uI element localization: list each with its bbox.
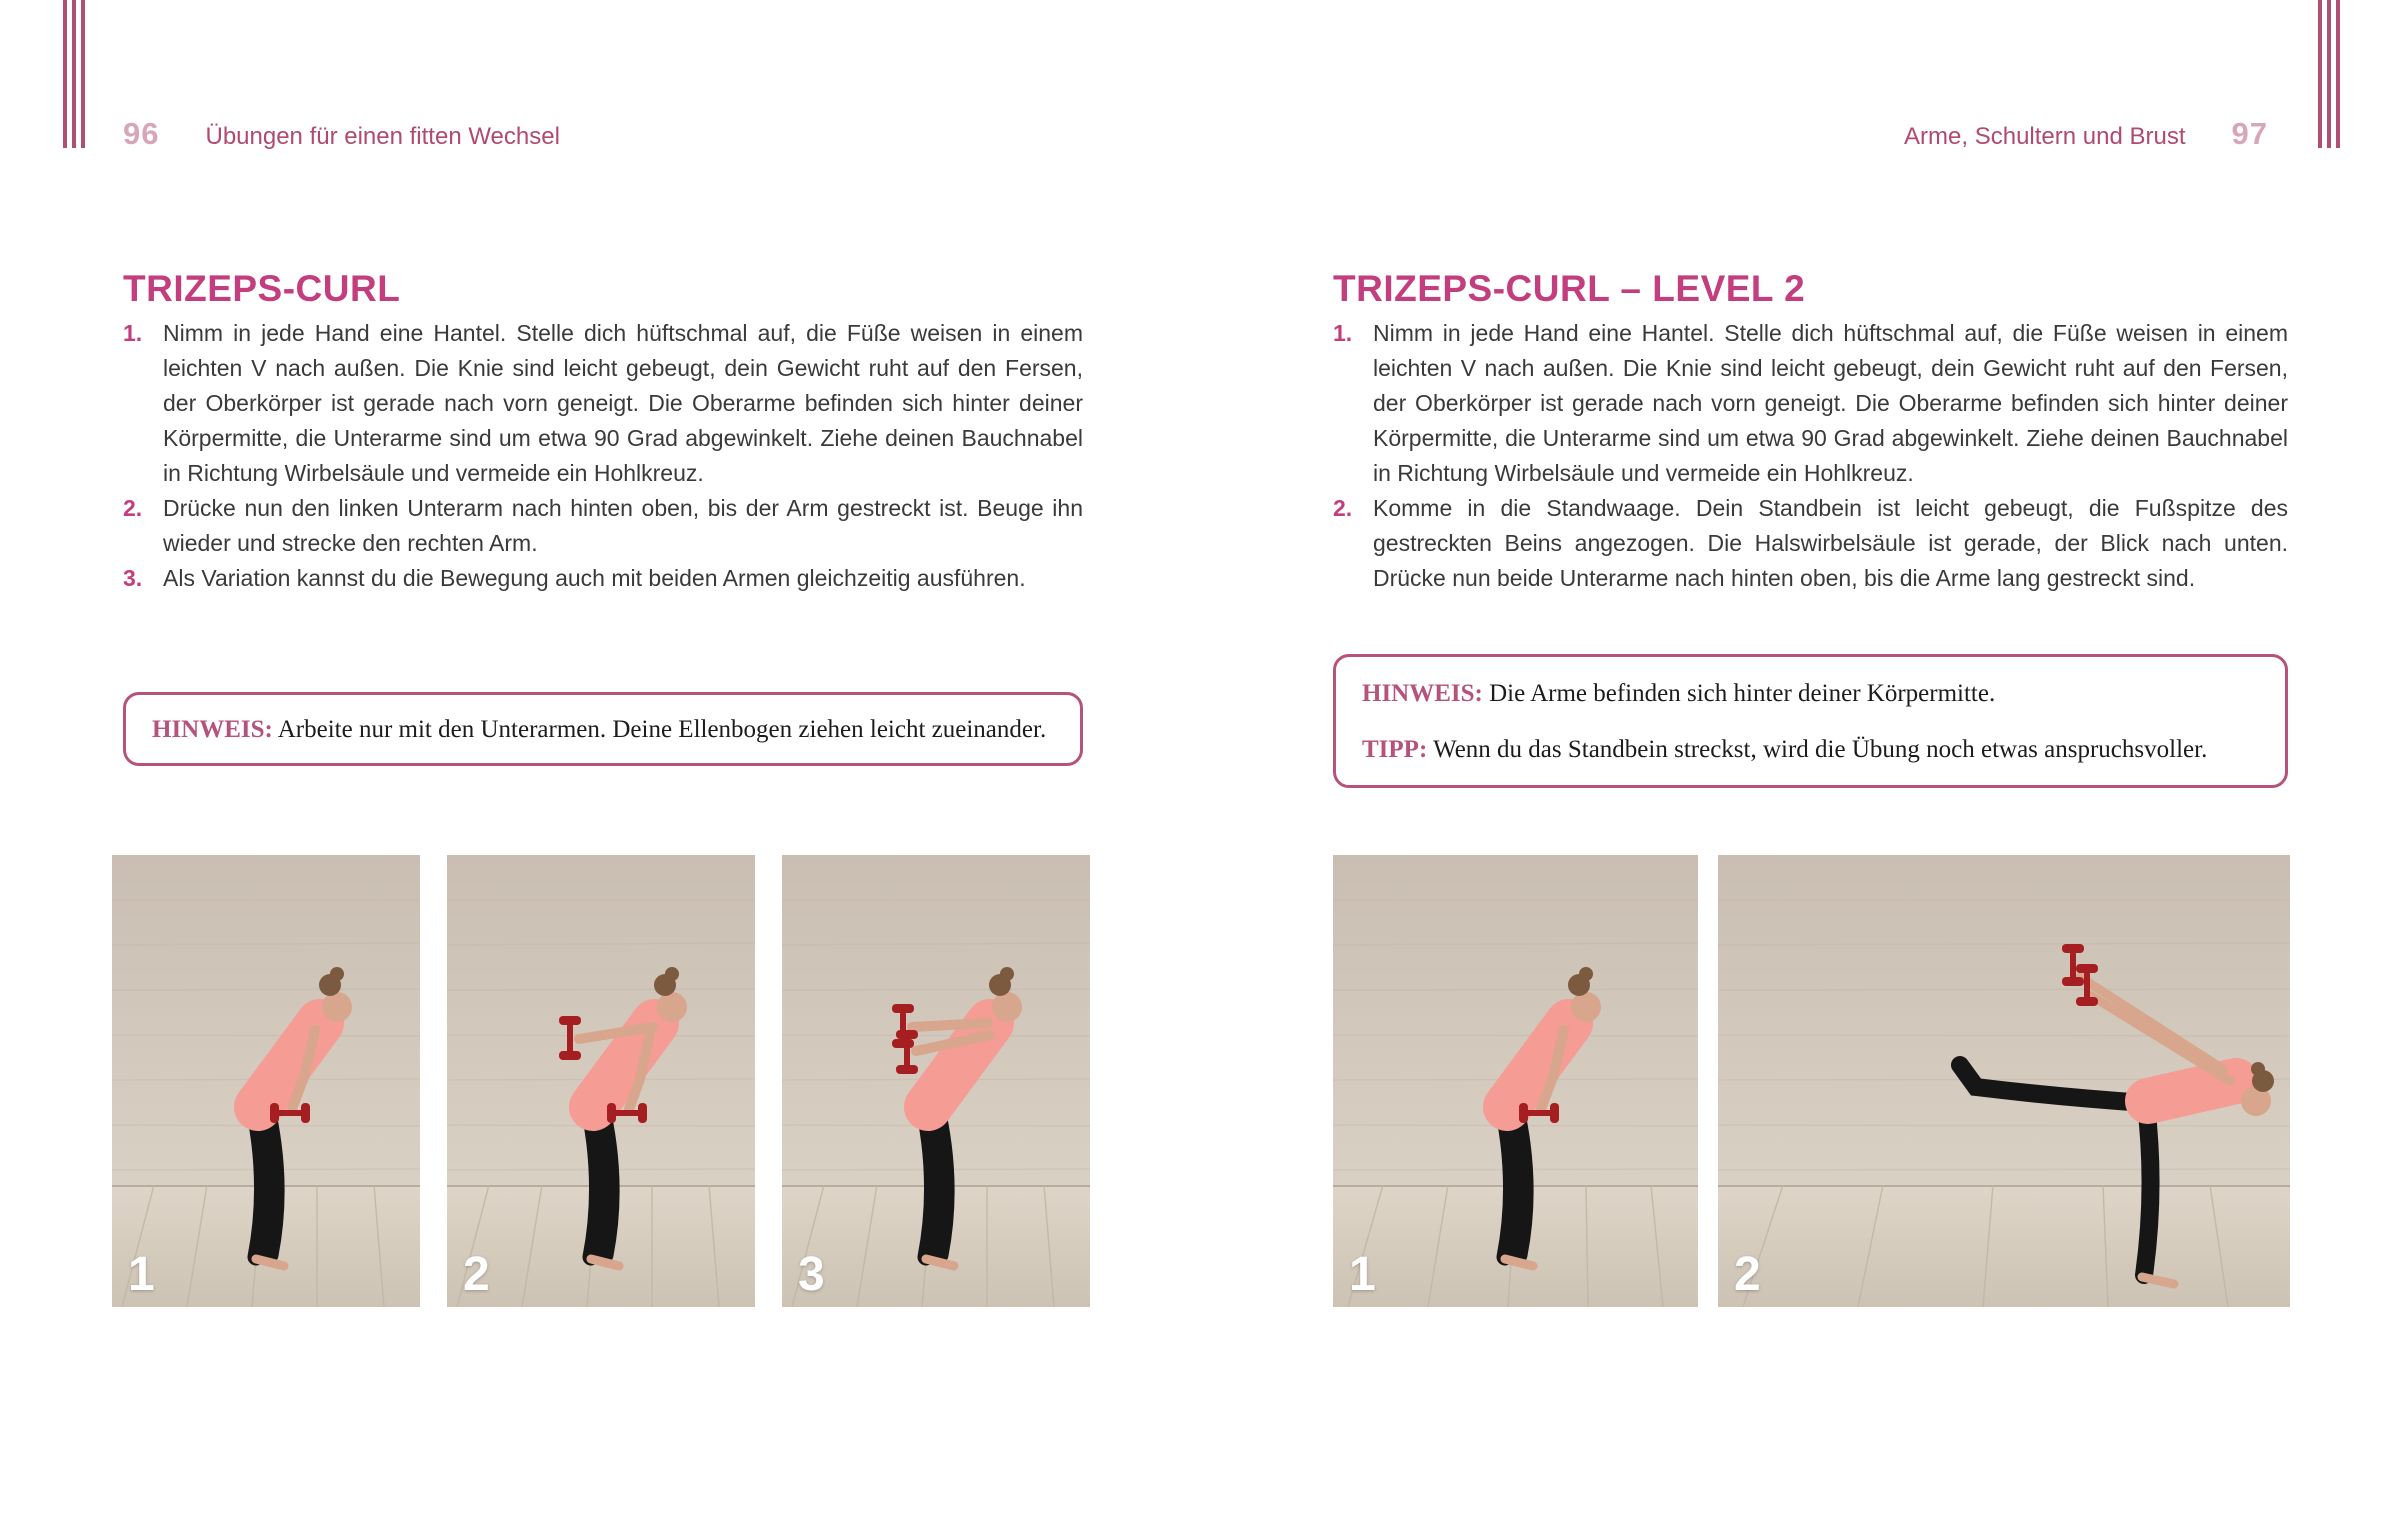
tip-paragraph: [1362, 733, 2259, 767]
page-header-right: [1904, 116, 2268, 152]
step-text: Drücke nun den linken Unterarm nach hinten oben, bis der Arm gestreckt ist. Beuge ihn wieder und strecke den rechten Arm.: [163, 495, 1083, 556]
step-item: [1333, 316, 2288, 491]
exercise-photo-left-1: [112, 855, 420, 1307]
chapter-title-left: Übungen für einen fitten Wechsel: [205, 123, 560, 150]
hint-box-right: [1333, 654, 2288, 788]
step-number: 2.: [1333, 495, 1353, 521]
photo-number: 1: [128, 1248, 155, 1301]
step-item: [1333, 491, 2288, 596]
deco-stripe: [81, 0, 85, 148]
step-number: 3.: [123, 565, 143, 591]
exercise-steps-left: [123, 316, 1083, 596]
hint-text: Die Arme befinden sich hinter deiner Körpermitte.: [1489, 680, 1996, 707]
step-item: [123, 491, 1083, 561]
exercise-photo-right-1: [1333, 855, 1698, 1307]
step-number: 1.: [1333, 320, 1353, 346]
hint-paragraph: [152, 713, 1054, 747]
deco-stripe: [2318, 0, 2322, 148]
deco-stripe: [2336, 0, 2340, 148]
photo-number: 2: [1734, 1248, 1761, 1301]
exercise-photo-left-3: [782, 855, 1090, 1307]
figure-pose-standing-balance: [1718, 855, 2290, 1307]
step-text: Nimm in jede Hand eine Hantel. Stelle dich hüftschmal auf, die Füße weisen in einem leichten V nach außen. Die Knie sind leicht gebeugt, dein Gewicht ruht auf den Fersen, der Oberkörper ist gerade nach vorn geneigt. Die Oberarme befinden sich hinter deiner Körpermitte, die Unterarme sind um etwa 90 Grad abgewinkelt. Ziehe deinen Bauchnabel in Richtung Wirbelsäule und vermeide ein Hohlkreuz.: [1373, 320, 2288, 486]
exercise-steps-right: [1333, 316, 2288, 596]
chapter-title-right: Arme, Schultern und Brust: [1904, 123, 2186, 150]
step-number: 1.: [123, 320, 143, 346]
photo-row-left: [112, 855, 1090, 1307]
photo-row-right: [1333, 855, 2290, 1307]
exercise-title-left: TRIZEPS-CURL: [123, 267, 401, 309]
hint-label: HINWEIS:: [152, 716, 273, 743]
tip-text: Wenn du das Standbein streckst, wird die Übung noch etwas anspruchsvoller.: [1433, 736, 2208, 763]
step-item: [123, 316, 1083, 491]
exercise-title-right: TRIZEPS-CURL – LEVEL 2: [1333, 267, 1806, 309]
hint-paragraph: [1362, 677, 2259, 711]
step-text: Als Variation kannst du die Bewegung auch mit beiden Armen gleichzeitig ausführen.: [163, 565, 1026, 591]
hint-box-left: [123, 692, 1083, 766]
deco-stripe: [72, 0, 76, 148]
photo-number: 2: [463, 1248, 490, 1301]
hint-label: HINWEIS:: [1362, 680, 1483, 707]
figure-pose-both-arms: [782, 855, 1090, 1307]
hint-text: Arbeite nur mit den Unterarmen. Deine Ellenbogen ziehen leicht zueinander.: [277, 716, 1047, 743]
step-text: Komme in die Standwaage. Dein Standbein ist leicht gebeugt, die Fußspitze des gestreckten Beins angezogen. Die Halswirbelsäule ist gerade, der Blick nach unten. Drücke nun beide Unterarme nach hinten oben, bis die Arme lang gestreckt sind.: [1373, 495, 2288, 591]
page-number-right: 97: [2231, 116, 2268, 151]
figure-pose-start: [1333, 855, 1698, 1307]
figure-pose-one-arm: [447, 855, 755, 1307]
step-number: 2.: [123, 495, 143, 521]
step-item: [123, 561, 1083, 596]
deco-stripe: [2327, 0, 2331, 148]
exercise-photo-right-2: [1718, 855, 2290, 1307]
exercise-photo-left-2: [447, 855, 755, 1307]
deco-stripe: [63, 0, 67, 148]
photo-number: 3: [798, 1248, 825, 1301]
figure-pose-start: [112, 855, 420, 1307]
step-text: Nimm in jede Hand eine Hantel. Stelle dich hüftschmal auf, die Füße weisen in einem leichten V nach außen. Die Knie sind leicht gebeugt, dein Gewicht ruht auf den Fersen, der Oberkörper ist gerade nach vorn geneigt. Die Oberarme befinden sich hinter deiner Körpermitte, die Unterarme sind um etwa 90 Grad abgewinkelt. Ziehe deinen Bauchnabel in Richtung Wirbelsäule und vermeide ein Hohlkreuz.: [163, 320, 1083, 486]
page-header-left: [123, 116, 560, 152]
tip-label: TIPP:: [1362, 736, 1428, 763]
page-number-left: 96: [123, 116, 160, 151]
photo-number: 1: [1349, 1248, 1376, 1301]
